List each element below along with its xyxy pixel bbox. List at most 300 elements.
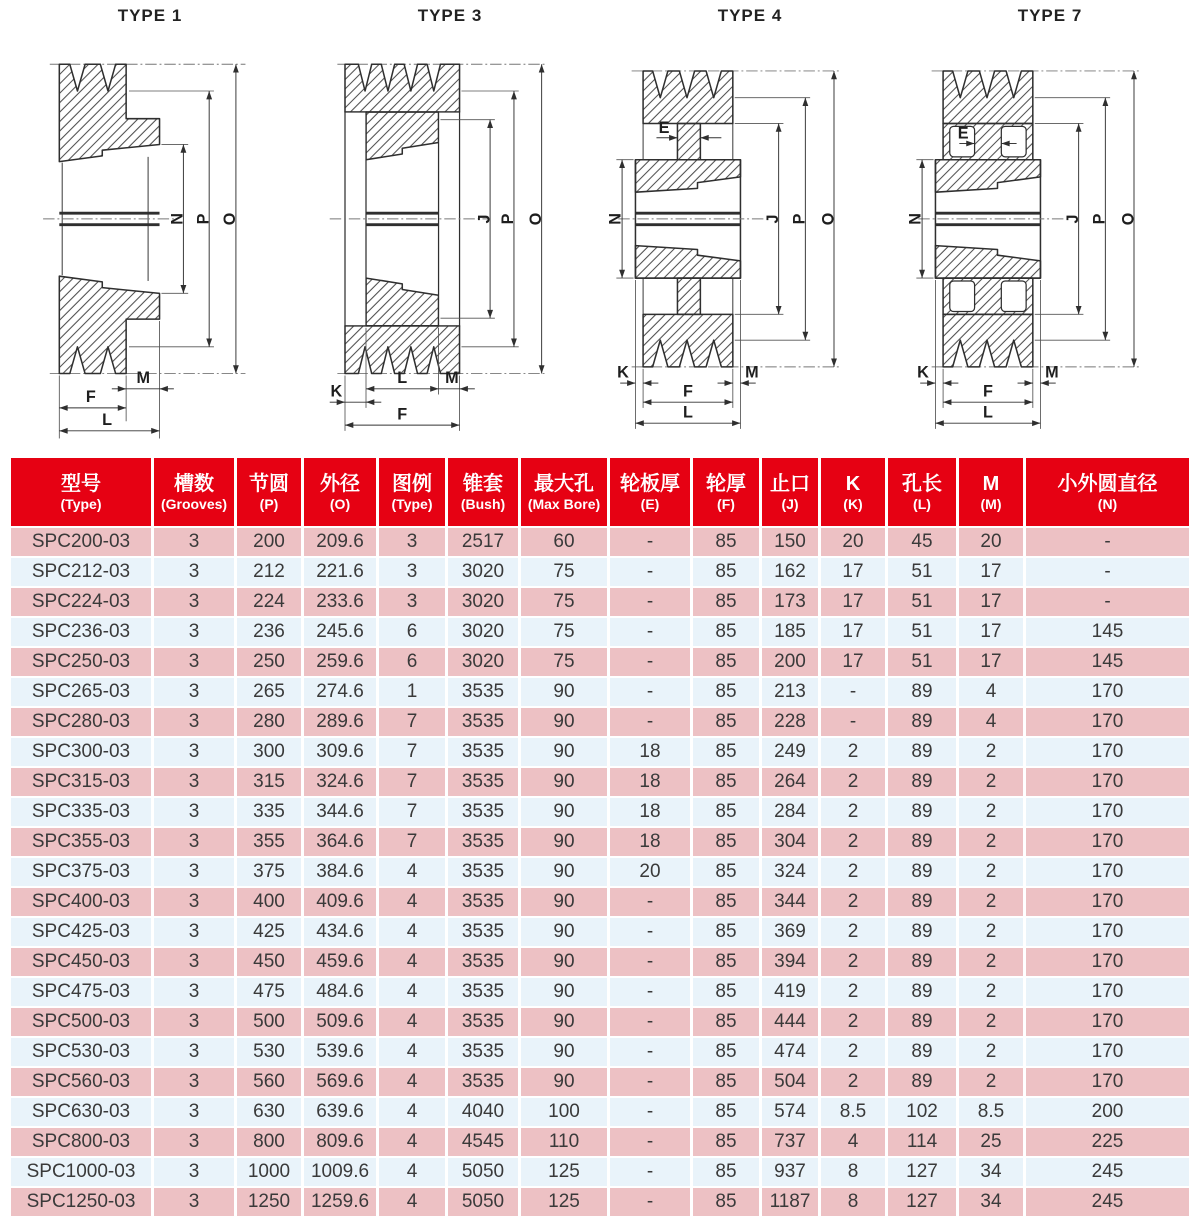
table-cell: 375 [237, 858, 301, 886]
table-cell: 3020 [448, 588, 518, 616]
table-cell: 2 [821, 768, 885, 796]
table-cell: SPC560-03 [11, 1068, 151, 1096]
table-cell: 2 [959, 918, 1023, 946]
table-cell: 4 [379, 948, 445, 976]
table-cell: 444 [762, 1008, 818, 1036]
table-cell: - [610, 648, 690, 676]
table-cell: 3 [154, 888, 234, 916]
dim-label-p: P [790, 213, 809, 225]
table-cell: 4 [379, 1158, 445, 1186]
table-cell: 3535 [448, 948, 518, 976]
table-cell: 1187 [762, 1188, 818, 1216]
table-cell: 2 [821, 1068, 885, 1096]
table-cell: 4 [959, 708, 1023, 736]
table-cell: 3 [154, 768, 234, 796]
table-cell: 2 [959, 888, 1023, 916]
dim-label-n: N [606, 213, 625, 225]
table-row [11, 708, 1189, 736]
table-cell: - [610, 1068, 690, 1096]
dim-label-l: L [102, 411, 113, 430]
diagram-title: TYPE 4 [717, 6, 783, 25]
table-cell: 4 [379, 1068, 445, 1096]
table-cell: 89 [888, 708, 956, 736]
table-cell: 419 [762, 978, 818, 1006]
table-cell: 3535 [448, 828, 518, 856]
table-cell: - [610, 708, 690, 736]
table-cell: 89 [888, 768, 956, 796]
dim-label-k: K [617, 363, 629, 382]
table-cell: 89 [888, 1008, 956, 1036]
table-cell: 335 [237, 798, 301, 826]
table-cell: 170 [1026, 1038, 1189, 1066]
table-cell: 2 [821, 828, 885, 856]
table-cell: 85 [693, 738, 759, 766]
table-cell: 475 [237, 978, 301, 1006]
diagram-type4 [600, 4, 900, 456]
column-header: M (M) [959, 458, 1023, 526]
table-cell: 3535 [448, 738, 518, 766]
table-cell: 574 [762, 1098, 818, 1126]
table-row [11, 528, 1189, 556]
table-cell: 89 [888, 1038, 956, 1066]
table-cell: 90 [521, 1008, 607, 1036]
table-cell: 7 [379, 708, 445, 736]
table-row [11, 588, 1189, 616]
dim-label-m: M [1045, 363, 1059, 382]
table-cell: 509.6 [304, 1008, 376, 1036]
dim-label-p: P [1090, 213, 1109, 225]
table-cell: 425 [237, 918, 301, 946]
table-cell: 51 [888, 558, 956, 586]
table-cell: 6 [379, 648, 445, 676]
table-cell: 90 [521, 858, 607, 886]
table-cell: 89 [888, 1068, 956, 1096]
table-cell: 265 [237, 678, 301, 706]
table-cell: 2 [959, 1008, 1023, 1036]
table-cell: 170 [1026, 768, 1189, 796]
table-cell: 3 [154, 588, 234, 616]
table-cell: 51 [888, 618, 956, 646]
table-cell: 85 [693, 678, 759, 706]
table-row [11, 858, 1189, 886]
table-cell: 3 [154, 948, 234, 976]
table-cell: 4 [379, 1008, 445, 1036]
table-cell: 51 [888, 648, 956, 676]
table-cell: SPC212-03 [11, 558, 151, 586]
table-cell: 145 [1026, 618, 1189, 646]
table-row [11, 678, 1189, 706]
column-header: 槽数 (Grooves) [154, 458, 234, 526]
table-cell: - [610, 888, 690, 916]
table-cell: 3 [154, 1158, 234, 1186]
table-cell: SPC355-03 [11, 828, 151, 856]
table-cell: 8 [821, 1188, 885, 1216]
table-cell: 3 [154, 798, 234, 826]
table-body [11, 528, 1189, 1216]
dim-label-f: F [397, 405, 408, 424]
table-row [11, 738, 1189, 766]
table-cell: 20 [821, 528, 885, 556]
table-cell: 89 [888, 948, 956, 976]
table-cell: 60 [521, 528, 607, 556]
table-cell: 125 [521, 1158, 607, 1186]
table-cell: 85 [693, 1158, 759, 1186]
table-cell: - [610, 558, 690, 586]
table-cell: 85 [693, 828, 759, 856]
table-cell: 8.5 [959, 1098, 1023, 1126]
diagram-type1 [0, 4, 300, 456]
table-cell: 2 [821, 948, 885, 976]
pulley-cross-section-type7 [902, 28, 1198, 448]
table-cell: 17 [959, 558, 1023, 586]
table-cell: - [1026, 528, 1189, 556]
table-cell: 2 [959, 1038, 1023, 1066]
table-cell: SPC300-03 [11, 738, 151, 766]
table-cell: 639.6 [304, 1098, 376, 1126]
table-cell: 309.6 [304, 738, 376, 766]
table-cell: 17 [959, 618, 1023, 646]
table-cell: 384.6 [304, 858, 376, 886]
table-cell: 85 [693, 768, 759, 796]
dim-label-p: P [499, 213, 518, 225]
table-cell: 162 [762, 558, 818, 586]
table-cell: SPC200-03 [11, 528, 151, 556]
table-cell: SPC236-03 [11, 618, 151, 646]
dim-label-l: L [397, 369, 408, 388]
table-row [11, 618, 1189, 646]
table-cell: 170 [1026, 888, 1189, 916]
table-cell: 500 [237, 1008, 301, 1036]
table-cell: 2 [959, 948, 1023, 976]
dim-label-j: J [763, 214, 782, 224]
table-cell: 170 [1026, 1068, 1189, 1096]
table-cell: 200 [762, 648, 818, 676]
table-cell: 85 [693, 978, 759, 1006]
table-row [11, 918, 1189, 946]
table-cell: - [1026, 558, 1189, 586]
table-cell: 4545 [448, 1128, 518, 1156]
table-cell: 17 [959, 648, 1023, 676]
table-cell: 3 [154, 858, 234, 886]
table-cell: 259.6 [304, 648, 376, 676]
table-cell: 3535 [448, 1038, 518, 1066]
table-cell: 221.6 [304, 558, 376, 586]
table-cell: 8 [821, 1158, 885, 1186]
table-cell: 45 [888, 528, 956, 556]
table-cell: 90 [521, 918, 607, 946]
table-cell: 2 [959, 768, 1023, 796]
table-cell: 213 [762, 678, 818, 706]
table-cell: 2 [959, 738, 1023, 766]
table-cell: 3 [154, 1128, 234, 1156]
table-cell: SPC475-03 [11, 978, 151, 1006]
table-cell: 560 [237, 1068, 301, 1096]
table-cell: 85 [693, 648, 759, 676]
table-cell: 170 [1026, 918, 1189, 946]
table-cell: 250 [237, 648, 301, 676]
table-cell: 18 [610, 768, 690, 796]
table-cell: 90 [521, 1068, 607, 1096]
table-cell: 737 [762, 1128, 818, 1156]
dim-label-l: L [982, 403, 993, 422]
table-row [11, 978, 1189, 1006]
dim-label-f: F [682, 382, 693, 401]
table-cell: 212 [237, 558, 301, 586]
table-cell: 85 [693, 558, 759, 586]
table-cell: 1009.6 [304, 1158, 376, 1186]
table-cell: 504 [762, 1068, 818, 1096]
table-cell: 100 [521, 1098, 607, 1126]
table-cell: 17 [821, 618, 885, 646]
table-cell: 3 [154, 918, 234, 946]
table-cell: SPC375-03 [11, 858, 151, 886]
table-cell: 3 [154, 708, 234, 736]
table-cell: SPC500-03 [11, 1008, 151, 1036]
table-cell: 127 [888, 1188, 956, 1216]
table-cell: 90 [521, 708, 607, 736]
table-cell: 3535 [448, 678, 518, 706]
table-cell: 484.6 [304, 978, 376, 1006]
table-header [11, 458, 1189, 526]
table-cell: 344.6 [304, 798, 376, 826]
table-cell: 17 [821, 588, 885, 616]
table-row [11, 1038, 1189, 1066]
table-cell: 173 [762, 588, 818, 616]
dim-label-j: J [475, 214, 494, 224]
table-cell: 4 [379, 1098, 445, 1126]
table-cell: 18 [610, 738, 690, 766]
table-cell: 3 [154, 1038, 234, 1066]
table-cell: 89 [888, 678, 956, 706]
table-cell: - [610, 1008, 690, 1036]
table-cell: 4 [379, 918, 445, 946]
column-header: 最大孔 (Max Bore) [521, 458, 607, 526]
dim-label-k: K [917, 363, 929, 382]
table-row [11, 798, 1189, 826]
table-cell: 3 [154, 558, 234, 586]
table-cell: 170 [1026, 708, 1189, 736]
table-cell: 110 [521, 1128, 607, 1156]
table-cell: 284 [762, 798, 818, 826]
dim-label-f: F [85, 388, 96, 407]
table-cell: 630 [237, 1098, 301, 1126]
column-header: 止口 (J) [762, 458, 818, 526]
table-cell: 145 [1026, 648, 1189, 676]
dim-label-o: O [1119, 212, 1138, 226]
table-cell: 236 [237, 618, 301, 646]
diagram-title: TYPE 1 [117, 6, 183, 25]
table-cell: 90 [521, 1038, 607, 1066]
dim-label-m: M [136, 369, 151, 388]
dim-label-p: P [194, 213, 213, 225]
table-cell: 85 [693, 1098, 759, 1126]
dim-label-n: N [168, 213, 187, 225]
table-cell: 170 [1026, 678, 1189, 706]
dim-label-j: J [1063, 214, 1082, 224]
table-cell: 17 [959, 588, 1023, 616]
pulley-cross-section-type4 [602, 28, 898, 448]
table-cell: 7 [379, 828, 445, 856]
table-cell: 3 [154, 1008, 234, 1036]
table-cell: 1 [379, 678, 445, 706]
table-cell: 85 [693, 708, 759, 736]
table-cell: 125 [521, 1188, 607, 1216]
table-cell: 3535 [448, 978, 518, 1006]
table-cell: 170 [1026, 798, 1189, 826]
table-cell: 34 [959, 1188, 1023, 1216]
table-cell: 245 [1026, 1188, 1189, 1216]
table-cell: - [610, 528, 690, 556]
table-cell: 3 [154, 678, 234, 706]
table-cell: 569.6 [304, 1068, 376, 1096]
column-header: 节圆 (P) [237, 458, 301, 526]
table-cell: - [610, 948, 690, 976]
table-cell: 90 [521, 738, 607, 766]
table-cell: 300 [237, 738, 301, 766]
table-cell: 90 [521, 768, 607, 796]
table-cell: 3 [154, 1188, 234, 1216]
table-cell: 1250 [237, 1188, 301, 1216]
table-cell: SPC630-03 [11, 1098, 151, 1126]
table-cell: SPC280-03 [11, 708, 151, 736]
diagram-title: TYPE 7 [1017, 6, 1083, 25]
table-cell: 2 [821, 978, 885, 1006]
dim-label-m: M [745, 363, 759, 382]
table-cell: 85 [693, 948, 759, 976]
column-header: 型号 (Type) [11, 458, 151, 526]
table-cell: - [610, 1128, 690, 1156]
table-row [11, 1008, 1189, 1036]
table-row [11, 648, 1189, 676]
table-cell: 90 [521, 828, 607, 856]
table-cell: 233.6 [304, 588, 376, 616]
table-cell: 5050 [448, 1158, 518, 1186]
table-cell: 3535 [448, 798, 518, 826]
table-cell: 809.6 [304, 1128, 376, 1156]
table-cell: SPC425-03 [11, 918, 151, 946]
table-cell: 245 [1026, 1158, 1189, 1186]
table-cell: 170 [1026, 828, 1189, 856]
table-cell: 344 [762, 888, 818, 916]
table-cell: 3535 [448, 768, 518, 796]
table-cell: 25 [959, 1128, 1023, 1156]
table-cell: 4 [379, 1188, 445, 1216]
table-cell: 17 [821, 558, 885, 586]
table-cell: 85 [693, 588, 759, 616]
table-cell: 4040 [448, 1098, 518, 1126]
table-cell: 6 [379, 618, 445, 646]
table-cell: 3 [154, 828, 234, 856]
table-cell: - [821, 708, 885, 736]
column-header: 小外圆直径 (N) [1026, 458, 1189, 526]
table-row [11, 768, 1189, 796]
diagram-title: TYPE 3 [417, 6, 483, 25]
table-cell: 85 [693, 918, 759, 946]
table-cell: 185 [762, 618, 818, 646]
table-cell: 85 [693, 1038, 759, 1066]
table-cell: 89 [888, 798, 956, 826]
table-cell: 75 [521, 558, 607, 586]
table-cell: 114 [888, 1128, 956, 1156]
table-cell: 2 [959, 1068, 1023, 1096]
table-cell: - [610, 1098, 690, 1126]
dim-label-o: O [526, 212, 545, 226]
table-cell: 315 [237, 768, 301, 796]
table-cell: 228 [762, 708, 818, 736]
table-cell: 3535 [448, 888, 518, 916]
table-cell: 3 [154, 978, 234, 1006]
table-cell: - [610, 918, 690, 946]
table-cell: 2 [821, 738, 885, 766]
table-cell: 7 [379, 738, 445, 766]
table-row [11, 888, 1189, 916]
table-cell: 289.6 [304, 708, 376, 736]
table-cell: 3020 [448, 648, 518, 676]
table-cell: 75 [521, 618, 607, 646]
table-cell: 51 [888, 588, 956, 616]
table-cell: 304 [762, 828, 818, 856]
table-cell: 2 [821, 858, 885, 886]
dim-label-m: M [445, 369, 459, 388]
column-header: 轮厚 (F) [693, 458, 759, 526]
table-cell: 3 [154, 738, 234, 766]
table-cell: 89 [888, 858, 956, 886]
table-cell: 34 [959, 1158, 1023, 1186]
table-cell: 85 [693, 888, 759, 916]
table-cell: 355 [237, 828, 301, 856]
column-header: 图例 (Type) [379, 458, 445, 526]
pulley-cross-section-type3 [302, 28, 598, 448]
table-cell: SPC450-03 [11, 948, 151, 976]
column-header: K (K) [821, 458, 885, 526]
table-cell: 324.6 [304, 768, 376, 796]
table-cell: 2 [959, 828, 1023, 856]
table-cell: 170 [1026, 738, 1189, 766]
table-cell: SPC224-03 [11, 588, 151, 616]
dim-label-l: L [682, 403, 693, 422]
table-cell: 450 [237, 948, 301, 976]
table-cell: 89 [888, 918, 956, 946]
table-cell: 3020 [448, 558, 518, 586]
table-row [11, 1098, 1189, 1126]
table-cell: - [821, 678, 885, 706]
table-cell: 434.6 [304, 918, 376, 946]
table-cell: 409.6 [304, 888, 376, 916]
table-cell: - [610, 678, 690, 706]
table-cell: 800 [237, 1128, 301, 1156]
table-cell: 2 [821, 798, 885, 826]
table-cell: 102 [888, 1098, 956, 1126]
table-cell: 17 [821, 648, 885, 676]
table-cell: 7 [379, 798, 445, 826]
table-cell: 2 [959, 978, 1023, 1006]
table-cell: - [610, 588, 690, 616]
table-row [11, 1158, 1189, 1186]
table-cell: 1259.6 [304, 1188, 376, 1216]
table-cell: 18 [610, 828, 690, 856]
table-cell: 937 [762, 1158, 818, 1186]
table-cell: 369 [762, 918, 818, 946]
table-cell: 3 [379, 558, 445, 586]
table-cell: 5050 [448, 1188, 518, 1216]
table-cell: 90 [521, 948, 607, 976]
table-cell: 85 [693, 1068, 759, 1096]
table-row [11, 1188, 1189, 1216]
table-cell: 170 [1026, 978, 1189, 1006]
table-cell: 4 [379, 978, 445, 1006]
pulley-cross-section-type1 [2, 28, 298, 448]
table-cell: 2 [821, 888, 885, 916]
